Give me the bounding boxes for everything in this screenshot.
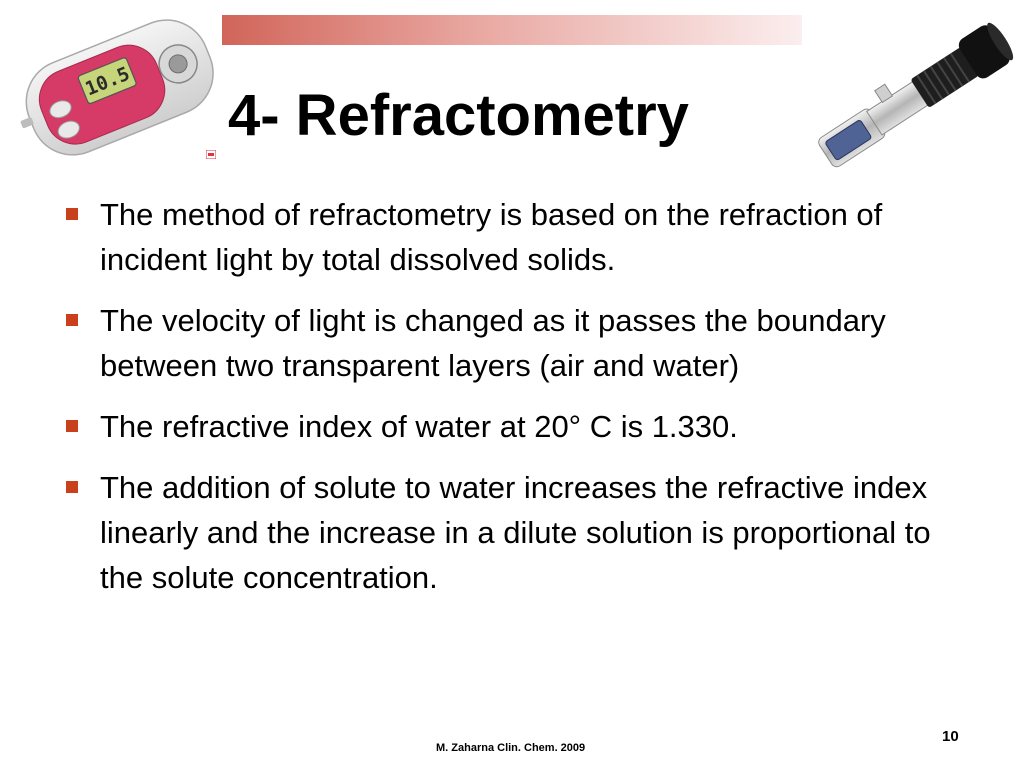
digital-refractometer-image (10, 8, 225, 163)
slide-link-icon (206, 150, 216, 159)
bullet-text: The velocity of light is changed as it passes the boundary between two transparent layers (air and water) (100, 303, 886, 383)
bullet-text: The method of refractometry is based on the refraction of incident light by total dissolved solids. (100, 197, 883, 277)
square-bullet-icon (66, 314, 78, 326)
square-bullet-icon (66, 208, 78, 220)
bullet-item (62, 298, 962, 388)
bullet-list (62, 192, 962, 616)
handheld-refractometer-image (800, 12, 1022, 182)
bullet-text: The addition of solute to water increases the refractive index linearly and the increase in a dilute solution is proportional to the solute concentration. (100, 470, 931, 595)
bullet-text: The refractive index of water at 20° C is 1.330. (100, 409, 738, 444)
page-number: 10 (942, 728, 959, 745)
square-bullet-icon (66, 481, 78, 493)
slide-title: 4- Refractometry (228, 83, 689, 148)
footer-citation: M. Zaharna Clin. Chem. 2009 (436, 742, 586, 754)
bullet-item (62, 192, 962, 282)
title-accent-bar (222, 15, 802, 45)
square-bullet-icon (66, 420, 78, 432)
digital-display-reading: 10.5 (82, 62, 133, 101)
bullet-item (62, 404, 962, 449)
bullet-item (62, 465, 962, 600)
